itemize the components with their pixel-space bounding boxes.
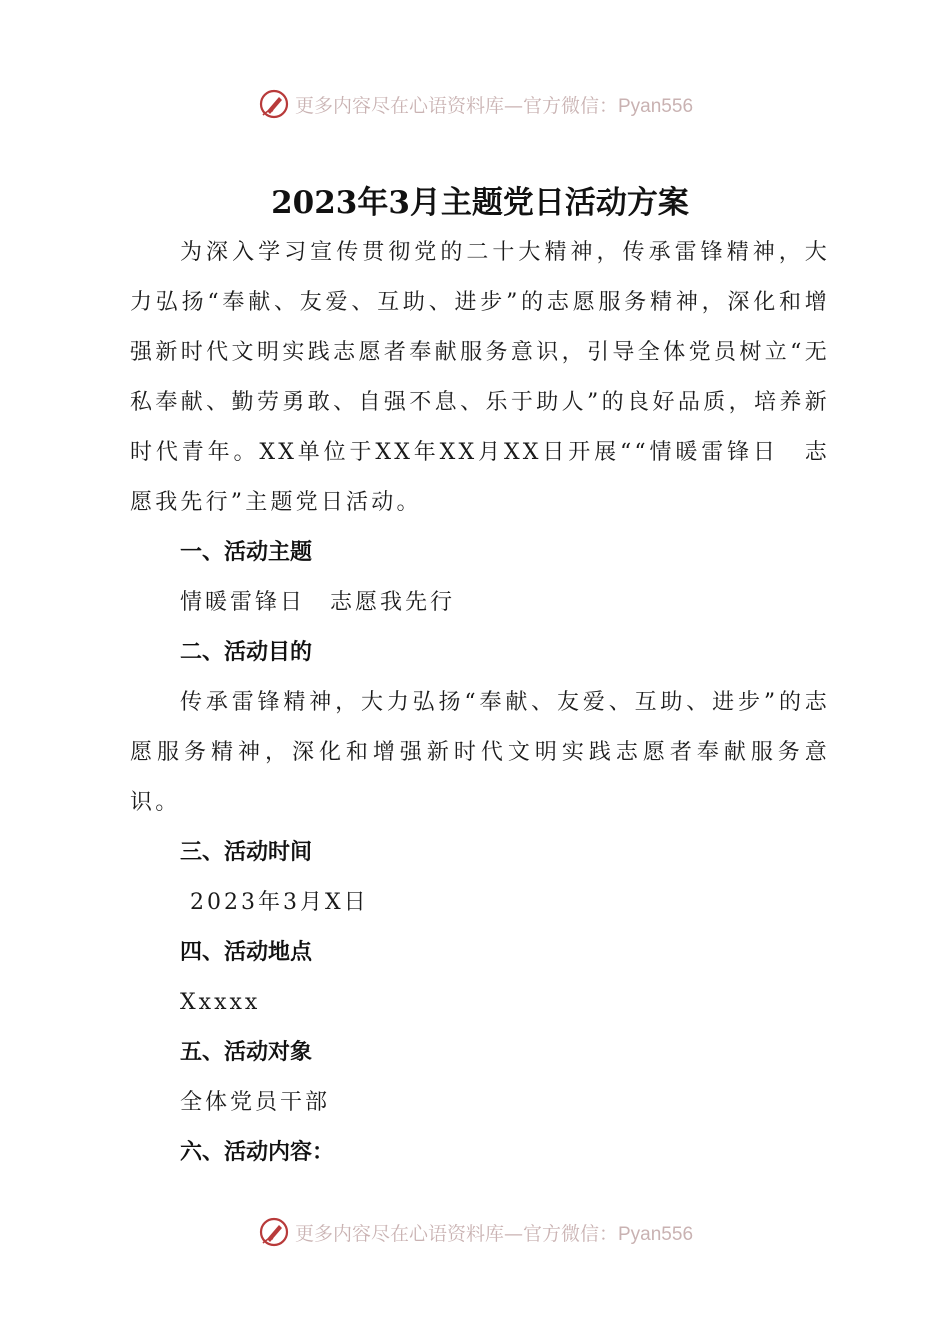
pen-nib-seal-icon [257,87,291,121]
section-content-purpose: 传承雷锋精神，大力弘扬“奉献、友爱、互助、进步”的志愿服务精神，深化和增强新时代文明实践志愿者奉献服务意识。 [130,690,830,815]
pen-nib-seal-icon [257,1215,291,1249]
document-page [130,178,830,1178]
watermark-text: 更多内容尽在心语资料库—官方微信：Pyan556 [294,94,694,117]
intro-paragraph: 为深入学习宣传贯彻党的二十大精神，传承雷锋精神，大力弘扬“奉献、友爱、互助、进步”的志愿服务精神，深化和增强新时代文明实践志愿者奉献服务意识，引导全体党员树立“无私奉献、勤劳勇敢、自强不息、乐于助人”的良好品质，培养新时代青年。XX单位于XX年XX月XX日开展““情暖雷锋日 志愿我先行”主题党日活动。 [130,240,830,515]
footer-watermark [0,1212,950,1252]
section-heading-location: 四、活动地点 [180,940,313,965]
watermark-text: 更多内容尽在心语资料库—官方微信：Pyan556 [294,1222,694,1245]
section-heading-theme: 一、活动主题 [180,540,313,565]
section-content-location: Xxxxx [180,990,261,1015]
document-title: 2023年3月主题党日活动方案 [271,185,689,221]
section-content-time: 2023年3月X日 [180,890,369,915]
section-heading-content: 六、活动内容： [180,1140,335,1165]
section-heading-purpose: 二、活动目的 [180,640,313,665]
header-watermark [0,84,950,124]
section-heading-time: 三、活动时间 [180,840,313,865]
section-content-audience: 全体党员干部 [180,1090,331,1115]
section-content-theme: 情暖雷锋日 志愿我先行 [180,590,456,615]
section-heading-audience: 五、活动对象 [180,1040,313,1065]
